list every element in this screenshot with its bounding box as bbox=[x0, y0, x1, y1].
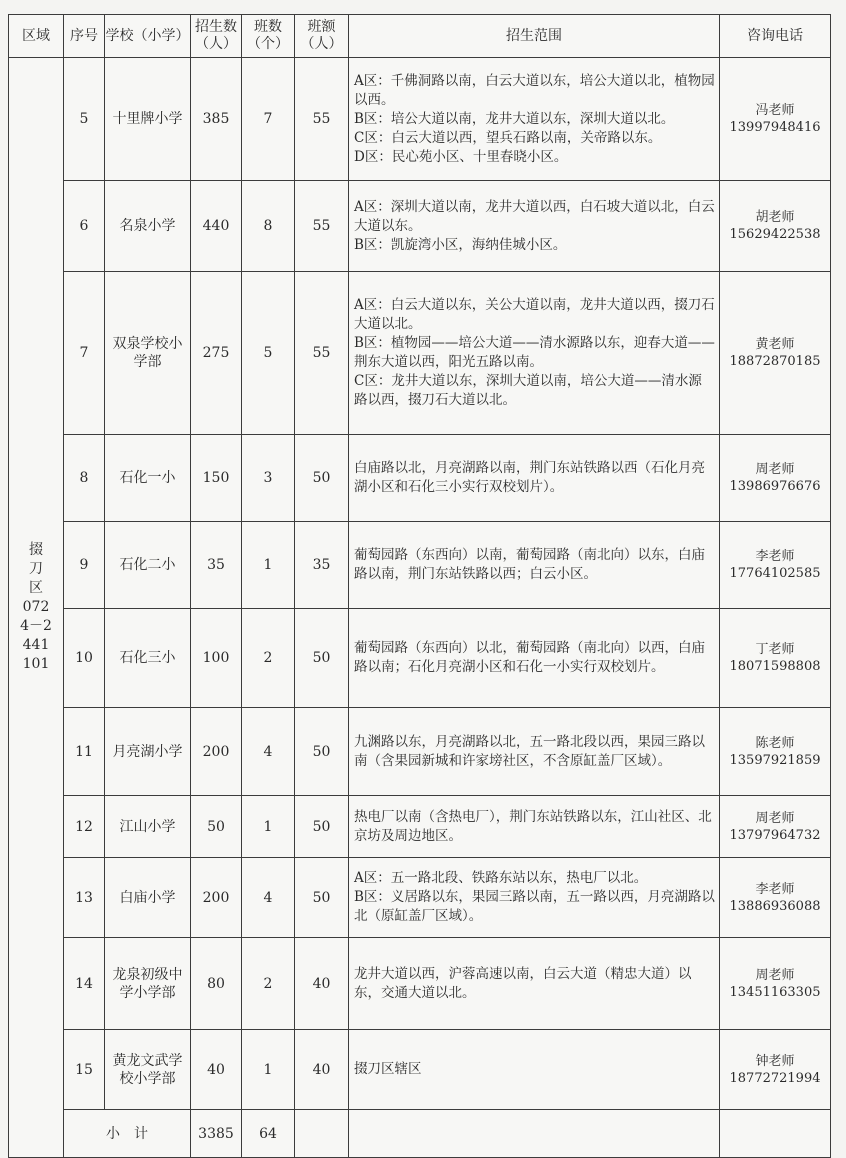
cell-contact bbox=[720, 58, 831, 181]
cell-school: 石化三小 bbox=[105, 609, 191, 708]
cell-classes: 4 bbox=[242, 708, 295, 796]
teacher-name: 冯老师 bbox=[755, 103, 795, 118]
cell-classes: 8 bbox=[242, 181, 295, 272]
table-row bbox=[9, 272, 831, 435]
header-size: 班额（人） bbox=[295, 15, 349, 58]
cell-size: 35 bbox=[295, 522, 349, 609]
teacher-phone: 13597921859 bbox=[729, 752, 821, 768]
cell-scope bbox=[349, 435, 720, 522]
cell-contact bbox=[720, 1030, 831, 1110]
cell-contact bbox=[720, 796, 831, 858]
cell-size: 40 bbox=[295, 1030, 349, 1110]
cell-classes: 1 bbox=[242, 1030, 295, 1110]
cell-school: 黄龙文武学校小学部 bbox=[105, 1030, 191, 1110]
teacher-phone: 13886936088 bbox=[729, 898, 821, 914]
scope-line: 掇刀区辖区 bbox=[354, 1061, 422, 1077]
total-enroll: 3385 bbox=[191, 1110, 242, 1158]
total-scope bbox=[349, 1110, 720, 1158]
district-cell bbox=[9, 58, 64, 1158]
cell-size: 50 bbox=[295, 796, 349, 858]
cell-size: 50 bbox=[295, 858, 349, 938]
cell-seq: 12 bbox=[64, 796, 105, 858]
cell-scope bbox=[349, 1030, 720, 1110]
cell-enroll: 35 bbox=[191, 522, 242, 609]
teacher-name: 丁老师 bbox=[755, 642, 795, 657]
teacher-name: 周老师 bbox=[755, 810, 795, 826]
scope-line: B区：植物园——培公大道——清水源路以东，迎春大道——荆东大道以西，阳光五路以南。 bbox=[354, 335, 715, 370]
scope-line: B区：培公大道以南，龙井大道以东，深圳大道以北。 bbox=[354, 110, 675, 127]
teacher-phone: 13997948416 bbox=[729, 120, 821, 135]
cell-enroll: 80 bbox=[191, 938, 242, 1030]
scope-line: C区：龙井大道以东，深圳大道以南，培公大道——清水源路以西，掇刀石大道以北。 bbox=[354, 373, 702, 408]
teacher-phone: 13451163305 bbox=[729, 984, 821, 1000]
scope-line: 葡萄园路（东西向）以北，葡萄园路（南北向）以西，白庙路以南；石化月亮湖小区和石化一小实行双校划片。 bbox=[354, 640, 705, 675]
cell-scope bbox=[349, 272, 720, 435]
cell-contact bbox=[720, 609, 831, 708]
total-contact bbox=[720, 1110, 831, 1158]
cell-seq: 11 bbox=[64, 708, 105, 796]
cell-classes: 1 bbox=[242, 522, 295, 609]
teacher-name: 李老师 bbox=[755, 549, 795, 564]
teacher-name: 周老师 bbox=[755, 967, 795, 983]
cell-classes: 3 bbox=[242, 435, 295, 522]
header-row bbox=[9, 15, 831, 58]
cell-scope bbox=[349, 796, 720, 858]
scope-line: 葡萄园路（东西向）以南，葡萄园路（南北向）以东，白庙路以南，荆门东站铁路以西；白云小区。 bbox=[354, 547, 705, 582]
cell-scope bbox=[349, 858, 720, 938]
scope-line: B区：凯旋湾小区，海纳佳城小区。 bbox=[354, 236, 567, 253]
table-row bbox=[9, 58, 831, 181]
scope-line: 热电厂以南（含热电厂），荆门东站铁路以东，江山社区、北京坊及周边地区。 bbox=[354, 808, 712, 844]
cell-seq: 10 bbox=[64, 609, 105, 708]
cell-school: 白庙小学 bbox=[105, 858, 191, 938]
cell-school: 石化一小 bbox=[105, 435, 191, 522]
cell-school: 名泉小学 bbox=[105, 181, 191, 272]
scope-line: A区：千佛洞路以南，白云大道以东，培公大道以北，植物园以西。 bbox=[354, 72, 715, 108]
scope-line: B区：义居路以东，果园三路以南，五一路以西，月亮湖路以北（原缸盖厂区域）。 bbox=[354, 889, 715, 924]
table-row bbox=[9, 522, 831, 609]
cell-enroll: 440 bbox=[191, 181, 242, 272]
cell-scope bbox=[349, 58, 720, 181]
cell-classes: 2 bbox=[242, 938, 295, 1030]
cell-seq: 14 bbox=[64, 938, 105, 1030]
cell-school: 十里牌小学 bbox=[105, 58, 191, 181]
cell-size: 55 bbox=[295, 181, 349, 272]
cell-seq: 15 bbox=[64, 1030, 105, 1110]
teacher-phone: 18071598808 bbox=[729, 659, 821, 674]
cell-classes: 5 bbox=[242, 272, 295, 435]
header-classes: 班数（个） bbox=[242, 15, 295, 58]
teacher-name: 周老师 bbox=[755, 462, 795, 477]
cell-enroll: 200 bbox=[191, 858, 242, 938]
cell-seq: 6 bbox=[64, 181, 105, 272]
header-scope: 招生范围 bbox=[349, 15, 720, 58]
cell-scope bbox=[349, 181, 720, 272]
cell-classes: 2 bbox=[242, 609, 295, 708]
teacher-phone: 17764102585 bbox=[729, 566, 821, 581]
cell-size: 55 bbox=[295, 58, 349, 181]
cell-scope bbox=[349, 522, 720, 609]
district-name: 掇刀区 bbox=[29, 542, 43, 596]
cell-classes: 7 bbox=[242, 58, 295, 181]
teacher-phone: 18772721994 bbox=[729, 1070, 821, 1086]
cell-scope bbox=[349, 938, 720, 1030]
cell-seq: 8 bbox=[64, 435, 105, 522]
teacher-phone: 13797964732 bbox=[729, 827, 821, 843]
table-row bbox=[9, 858, 831, 938]
scope-line: 龙井大道以西，沪蓉高速以南，白云大道（精忠大道）以东，交通大道以北。 bbox=[354, 965, 692, 1001]
cell-contact bbox=[720, 522, 831, 609]
cell-scope bbox=[349, 609, 720, 708]
teacher-name: 李老师 bbox=[755, 881, 795, 897]
total-size bbox=[295, 1110, 349, 1158]
cell-contact bbox=[720, 708, 831, 796]
cell-school: 月亮湖小学 bbox=[105, 708, 191, 796]
total-classes: 64 bbox=[242, 1110, 295, 1158]
table-row bbox=[9, 181, 831, 272]
scope-line: 白庙路以北，月亮湖路以南，荆门东站铁路以西（石化月亮湖小区和石化三小实行双校划片）。 bbox=[354, 460, 705, 495]
cell-size: 55 bbox=[295, 272, 349, 435]
scope-line: A区：白云大道以东，关公大道以南，龙井大道以西，掇刀石大道以北。 bbox=[354, 297, 715, 332]
header-enroll: 招生数（人） bbox=[191, 15, 242, 58]
teacher-name: 钟老师 bbox=[755, 1053, 795, 1069]
cell-contact bbox=[720, 858, 831, 938]
cell-contact bbox=[720, 938, 831, 1030]
cell-enroll: 385 bbox=[191, 58, 242, 181]
cell-size: 50 bbox=[295, 609, 349, 708]
cell-classes: 1 bbox=[242, 796, 295, 858]
table-row bbox=[9, 609, 831, 708]
header-seq: 序号 bbox=[64, 15, 105, 58]
table-row bbox=[9, 796, 831, 858]
cell-school: 双泉学校小学部 bbox=[105, 272, 191, 435]
cell-contact bbox=[720, 181, 831, 272]
cell-school: 石化二小 bbox=[105, 522, 191, 609]
cell-seq: 9 bbox=[64, 522, 105, 609]
cell-enroll: 150 bbox=[191, 435, 242, 522]
enrollment-table bbox=[8, 14, 831, 1158]
header-district: 区域 bbox=[9, 15, 64, 58]
scope-line: 九渊路以东，月亮湖路以北，五一路北段以西，果园三路以南（含果园新城和许家塝社区，不含原缸盖厂区域）。 bbox=[354, 733, 705, 769]
scope-line: C区：白云大道以西，望兵石路以南，关帝路以东。 bbox=[354, 129, 662, 146]
header-school: 学校（小学） bbox=[105, 15, 191, 58]
cell-enroll: 200 bbox=[191, 708, 242, 796]
teacher-phone: 15629422538 bbox=[729, 227, 821, 242]
cell-size: 40 bbox=[295, 938, 349, 1030]
cell-contact bbox=[720, 272, 831, 435]
table-row bbox=[9, 1030, 831, 1110]
table-row bbox=[9, 435, 831, 522]
cell-enroll: 100 bbox=[191, 609, 242, 708]
teacher-phone: 13986976676 bbox=[729, 479, 821, 494]
cell-school: 江山小学 bbox=[105, 796, 191, 858]
scope-line: D区：民心苑小区、十里春晓小区。 bbox=[354, 148, 568, 165]
cell-scope bbox=[349, 708, 720, 796]
cell-classes: 4 bbox=[242, 858, 295, 938]
teacher-name: 陈老师 bbox=[755, 735, 795, 751]
cell-contact bbox=[720, 435, 831, 522]
scope-line: A区：深圳大道以南，龙井大道以西，白石坡大道以北，白云大道以东。 bbox=[354, 198, 715, 234]
table-row bbox=[9, 708, 831, 796]
cell-enroll: 275 bbox=[191, 272, 242, 435]
teacher-phone: 18872870185 bbox=[729, 354, 821, 369]
total-row bbox=[9, 1110, 831, 1158]
teacher-name: 黄老师 bbox=[755, 337, 795, 352]
cell-size: 50 bbox=[295, 708, 349, 796]
cell-seq: 13 bbox=[64, 858, 105, 938]
cell-seq: 7 bbox=[64, 272, 105, 435]
cell-enroll: 50 bbox=[191, 796, 242, 858]
total-label: 小 计 bbox=[64, 1110, 191, 1158]
district-phone: 0724－2441101 bbox=[20, 599, 52, 672]
scope-line: A区：五一路北段、铁路东站以东，热电厂以北。 bbox=[354, 870, 648, 886]
table-row bbox=[9, 938, 831, 1030]
cell-size: 50 bbox=[295, 435, 349, 522]
cell-seq: 5 bbox=[64, 58, 105, 181]
teacher-name: 胡老师 bbox=[755, 210, 795, 225]
cell-school: 龙泉初级中学小学部 bbox=[105, 938, 191, 1030]
header-contact: 咨询电话 bbox=[720, 15, 831, 58]
cell-enroll: 40 bbox=[191, 1030, 242, 1110]
